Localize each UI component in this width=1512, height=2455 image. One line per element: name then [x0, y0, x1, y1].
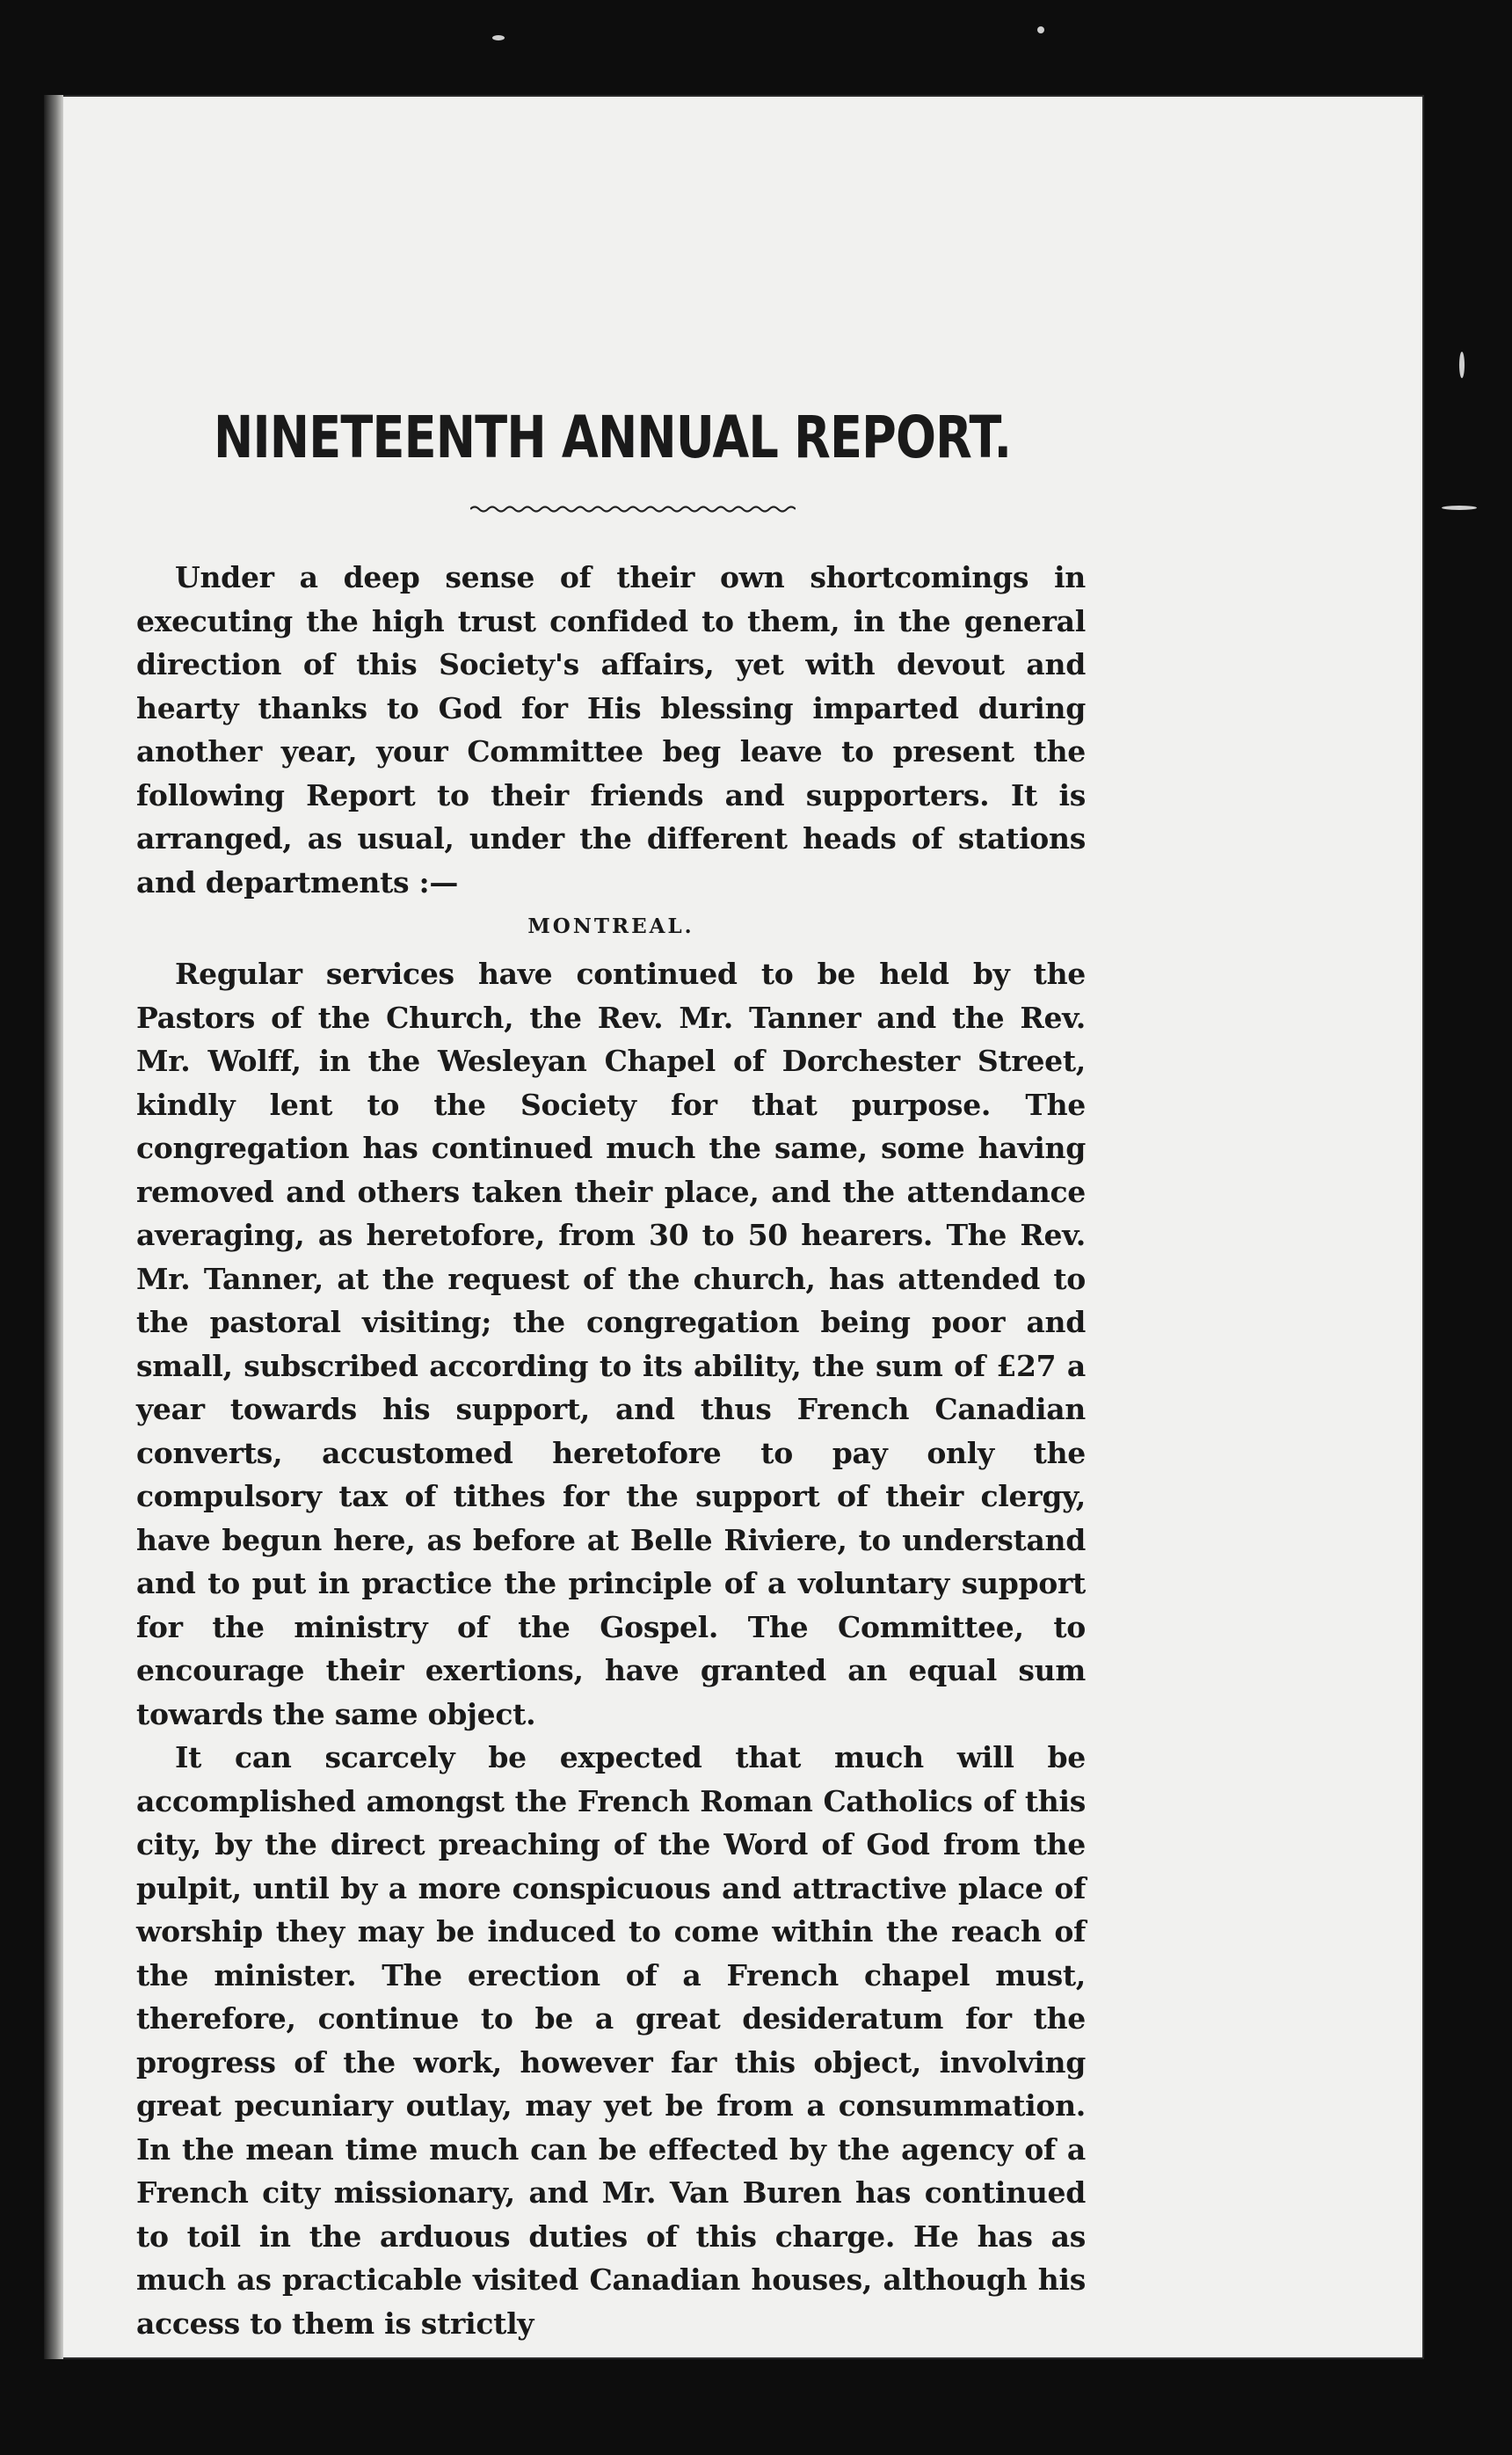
- paragraph-montreal-services: Regular services have continued to be held by the Pastors of the Church, the Rev. Mr. Tanner and the Rev. Mr. Wolff, in the Wesleyan Chapel of Dorchester Street, kindly lent to the Society for that purpose. The congregation has continued much the same, some having removed and others taken their place, and the attendance averaging, as heretofore, from 30 to 50 hearers. The Rev. Mr. Tanner, at the request of the church, has attended to the pastoral visiting; the congregation being poor and small, subscribed according to its ability, the sum of £27 a year towards his support, and thus French Canadian converts, accustomed heretofore to pay only the compulsory tax of tithes for the support of their clergy, have begun here, as before at Belle Riviere, to understand and to put in practice the principle of a voluntary support for the ministry of the Gospel. The Committee, to encourage their exertions, have granted an equal sum towards the same object.: [136, 957, 1086, 1731]
- report-text-block: [136, 403, 1086, 2345]
- page-spine-shadow: [44, 95, 63, 2359]
- section-heading-montreal: MONTREAL.: [527, 914, 694, 938]
- scan-speck: [1459, 352, 1465, 378]
- paragraph-french-chapel: It can scarcely be expected that much will be accomplished amongst the French Roman Catholics of this city, by the direct preaching of the Word of God from the pulpit, until by a more conspicuous and attractive place of worship they may be induced to come within the reach of the minister. The erection of a French chapel must, therefore, continue to be a great desideratum for the progress of the work, however far this object, involving great pecuniary outlay, may yet be from a consummation. In the mean time much can be effected by the agency of a French city missionary, and Mr. Van Buren has continued to toil in the arduous duties of this charge. He has as much as practicable visited Canadian houses, although his access to them is strictly: [136, 1740, 1086, 2341]
- report-title: NINETEENTH ANNUAL REPORT.: [214, 404, 1012, 471]
- scan-speck: [1037, 26, 1044, 33]
- document-page: [44, 95, 1424, 2359]
- intro-paragraph: Under a deep sense of their own shortcomings in executing the high trust confided to them, in the general direction of this Society's affairs, yet with devout and hearty thanks to God for His blessing imparted during another year, your Committee beg leave to present the following Report to their friends and supporters. It is arranged, as usual, under the different heads of stations and departments :—: [136, 560, 1086, 900]
- scan-speck: [1442, 506, 1477, 510]
- scan-speck: [492, 35, 505, 40]
